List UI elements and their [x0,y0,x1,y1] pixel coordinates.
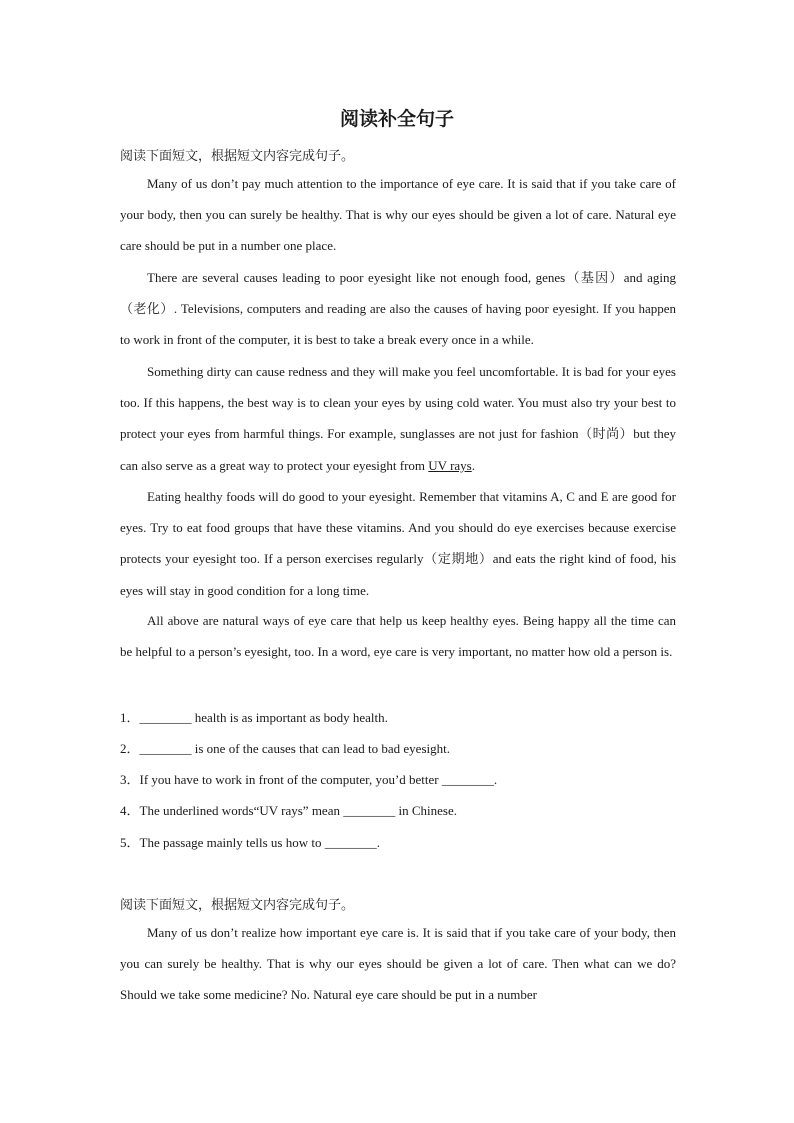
question-5: 5．The passage mainly tells us how to ________. [120,835,380,850]
question-1: 1．________ health is as important as body health. [120,710,388,725]
paragraph-1: Many of us don’t pay much attention to the importance of eye care. It is said that if you take care of your body, then you can surely be healthy. That is why our eyes should be given a lot of care. Natural eye care should be put in a number one place. [120,176,676,254]
underlined-uv-rays: UV rays [428,457,472,473]
section2-paragraph: Many of us don’t realize how important eye care is. It is said that if you take care of your body, then you can surely be healthy. That is why our eyes should be given a lot of care. Then what can we do? Should we take some medicine? No. Natural eye care should be put in a number [120,925,676,1003]
question-2: 2．________ is one of the causes that can lead to bad eyesight. [120,741,450,756]
question-3: 3．If you have to work in front of the computer, you’d better ________. [120,772,498,787]
paragraph-5: All above are natural ways of eye care that help us keep healthy eyes. Being happy all the time can be helpful to a person’s eyesight, too. In a word, eye care is very important, no matter how old a person is. [120,613,676,660]
section1-instruction: 阅读下面短文，根据短文内容完成句子。 [120,149,355,164]
paragraph-2: There are several causes leading to poor eyesight like not enough food, genes（基因）and aging（老化）. Televisions, computers and reading are also the causes of having poor eyesight. If you happen to work in front of the computer, it is best to take a break every once in a while. [120,270,676,348]
paragraph-3-text: Something dirty can cause redness and they will make you feel uncomfortable. It is bad for your eyes too. If this happens, the best way is to clean your eyes by using cold water. You must also try your best to protect your eyes from harmful things. For example, sunglasses are not just for fashion（时尚）but they can also serve as a great way to protect your eyesight from [120,364,676,473]
question-4: 4．The underlined words“UV rays” mean ________ in Chinese. [120,803,457,818]
section2-instruction: 阅读下面短文，根据短文内容完成句子。 [120,898,355,913]
page-title: 阅读补全句子 [339,108,454,130]
paragraph-3: Something dirty can cause redness and they will make you feel uncomfortable. It is bad for your eyes too. If this happens, the best way is to clean your eyes by using cold water. You must also try your best to protect your eyes from harmful things. For example, sunglasses are not just for fashion（时尚）but they can also serve as a great way to protect your eyesight from UV rays. [120,364,676,473]
paragraph-4: Eating healthy foods will do good to your eyesight. Remember that vitamins A, C and E are good for eyes. Try to eat food groups that have these vitamins. And you should do eye exercises because exercise protects your eyesight too. If a person exercises regularly（定期地）and eats the right kind of food, his eyes will stay in good condition for a long time. [120,489,676,598]
